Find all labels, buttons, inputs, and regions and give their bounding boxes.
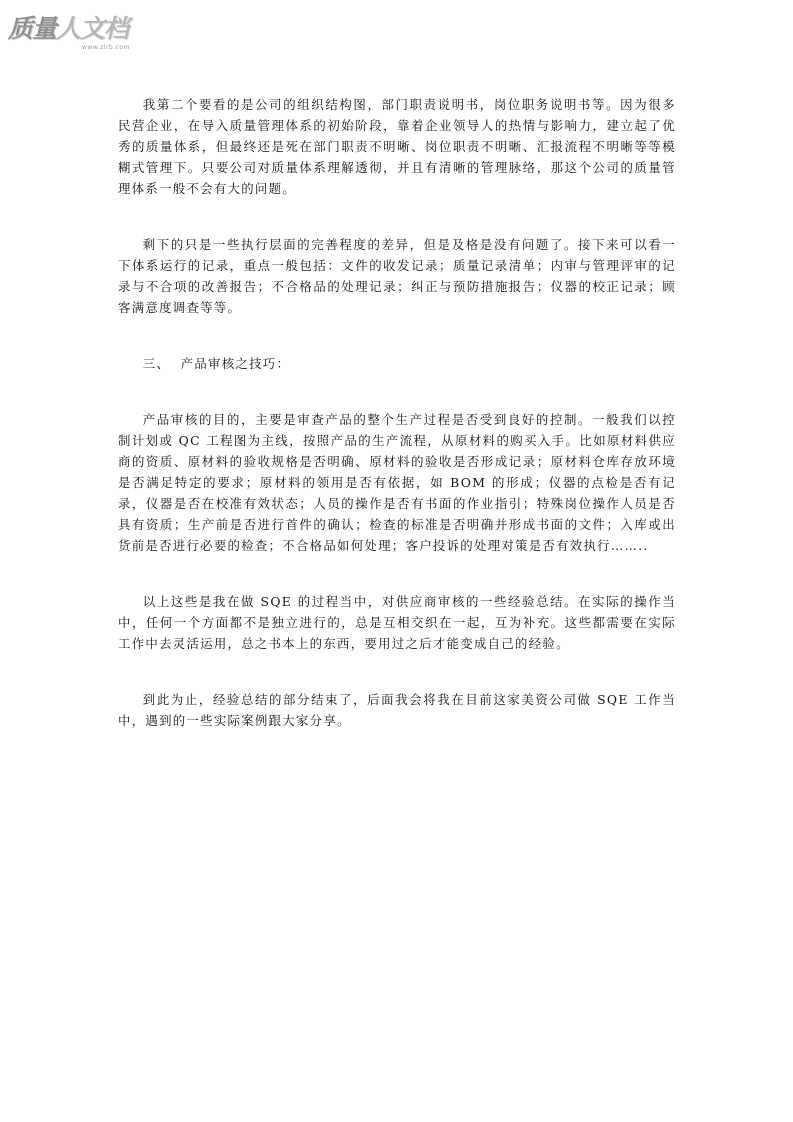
paragraph-org-structure: 我第二个要看的是公司的组织结构图，部门职责说明书，岗位职务说明书等。因为很多民营企业，在导入质量管理体系的初始阶段，靠着企业领导人的热情与影响力，建立起了优秀的质量体系，但最终还是死在部门职责不明晰、岗位职责不明晰、汇报流程不明晰等等模糊式管理下。只要公司对质量体系理解透彻，并且有清晰的管理脉络，那这个公司的质量管理体系一般不会有大的问题。: [118, 97, 676, 196]
paragraph-system-records: 剩下的只是一些执行层面的完善程度的差异，但是及格是没有问题了。接下来可以看一下体系运行的记录，重点一般包括：文件的收发记录；质量记录清单；内审与管理评审的记录与不合项的改善报告；不合格品的处理记录；纠正与预防措施报告；仪器的校正记录；顾客满意度调查等等。: [118, 237, 676, 315]
paragraph-product-audit: 产品审核的目的，主要是审查产品的整个生产过程是否受到良好的控制。一般我们以控制计划或 QC 工程图为主线，按照产品的生产流程，从原材料的购买入手。比如原材料供应商的资质、原材料的验收规格是否明确、原材料的验收是否形成记录；原材料仓库存放环境是否满足特定的要求；原材料的领用是否有依据，如 BOM 的形成；仪器的点检是否有记录，仪器是否在校准有效状态；人员的操作是否有书面的作业指引；特殊岗位操作人员是否具有资质；生产前是否进行首件的确认；检查的标准是否明确并形成书面的文件；入库或出货前是否进行必要的检查；不合格品如何处理；客户投诉的处理对策是否有效执行……..: [118, 412, 676, 553]
logo-url: www.zlrb.com: [82, 44, 130, 51]
logo-text-2: 人文档: [56, 14, 129, 43]
paragraph-spacer: [118, 556, 676, 591]
document-body: [118, 94, 676, 731]
paragraph-spacer: [118, 199, 676, 234]
paragraph-spacer: [118, 654, 676, 689]
paragraph-summary: 以上这些是我在做 SQE 的过程当中，对供应商审核的一些经验总结。在实际的操作当中，任何一个方面都不是独立进行的，总是互相交织在一起，互为补充。这些都需要在实际工作中去灵活运用，总之书本上的东西，要用过之后才能变成自己的经验。: [118, 594, 676, 651]
paragraph-spacer: [118, 374, 676, 409]
logo-text-1: 质量: [8, 14, 57, 43]
section-heading: 三、 产品审核之技巧：: [142, 356, 291, 371]
logo-wordmark: [8, 14, 128, 44]
paragraph-spacer: [118, 318, 676, 353]
site-logo: [8, 14, 148, 50]
paragraph-closing: 到此为止，经验总结的部分结束了，后面我会将我在目前这家美资公司做 SQE 工作当中，遇到的一些实际案例跟大家分享。: [118, 692, 676, 728]
